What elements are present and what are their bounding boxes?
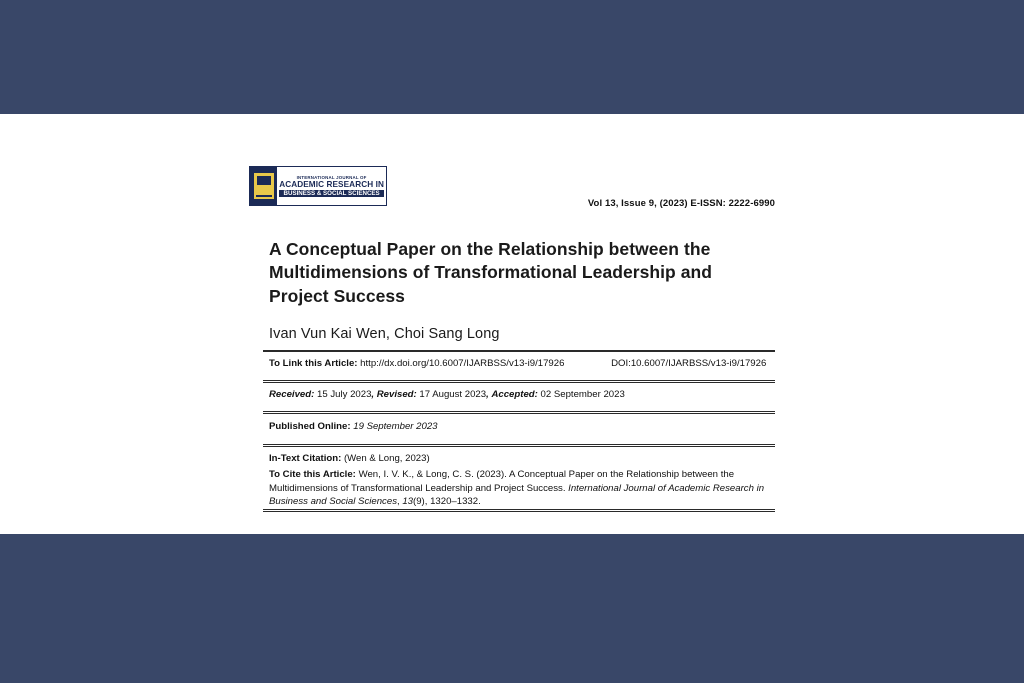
journal-logo (249, 166, 387, 206)
revised-value: 17 August 2023 (419, 389, 487, 400)
published-block (269, 420, 769, 434)
logo-line-2: ACADEMIC RESEARCH IN (279, 179, 384, 189)
divider (263, 446, 775, 447)
divider (263, 511, 775, 512)
logo-line-3: BUSINESS & SOCIAL SCIENCES (279, 190, 384, 198)
link-label: To Link this Article: (269, 358, 358, 369)
in-text-citation-value: (Wen & Long, 2023) (343, 453, 430, 464)
divider (263, 382, 775, 383)
document-page (0, 114, 1024, 534)
cite-pages: (9), 1320–1332. (413, 496, 481, 508)
logo-line-1: INTERNATIONAL JOURNAL OF (296, 174, 367, 180)
issue-line: Vol 13, Issue 9, (2023) E-ISSN: 2222-6990 (587, 198, 775, 209)
link-block (269, 357, 769, 371)
divider (263, 380, 775, 381)
divider (263, 444, 775, 445)
logo-emblem (250, 167, 277, 205)
cite-volume: 13 (402, 496, 414, 508)
doi-value: DOI:10.6007/IJARBSS/v13-i9/17926 (611, 358, 767, 369)
divider (263, 350, 775, 352)
logo-text (277, 167, 386, 205)
link-url[interactable]: http://dx.doi.org/10.6007/IJARBSS/v13-i9/17926 (360, 358, 565, 369)
page-title: A Conceptual Paper on the Relationship between the Multidimensions of Transformational Leadership and Project Success (269, 239, 712, 306)
cite-label: To Cite this Article: (269, 469, 356, 481)
divider (263, 411, 775, 412)
cite-sep: , (397, 496, 403, 508)
article-header-card (249, 114, 775, 534)
published-day: 19 September 2023 (353, 421, 438, 432)
journal-header (249, 114, 775, 209)
received-value: 15 July 2023 (317, 389, 372, 400)
authors-line: Ivan Vun Kai Wen, Choi Sang Long (269, 326, 500, 342)
revised-label: Revised: (376, 389, 417, 400)
logo-badge-icon (254, 173, 274, 199)
divider (263, 509, 775, 510)
accepted-label: Accepted: (491, 389, 538, 400)
accepted-value: 02 September 2023 (540, 389, 625, 400)
published-label: Published Online: (269, 421, 351, 432)
received-label: Received: (269, 389, 315, 400)
citation-block (269, 452, 769, 509)
cite-text: Wen, I. V. K., & Long, C. S. (2023). A Conceptual Paper on the Relationship between the Multidimensions of Transformational Leadership and Project Success. (269, 469, 735, 494)
dates-block: Received: 15 July 2023, Revised: 17 August 2023, Accepted: 02 September 2023 (269, 389, 625, 400)
cite-journal: International Journal of Academic Research in Business and Social Sciences (269, 482, 765, 508)
in-text-citation-label: In-Text Citation: (269, 453, 342, 464)
divider (263, 413, 775, 414)
